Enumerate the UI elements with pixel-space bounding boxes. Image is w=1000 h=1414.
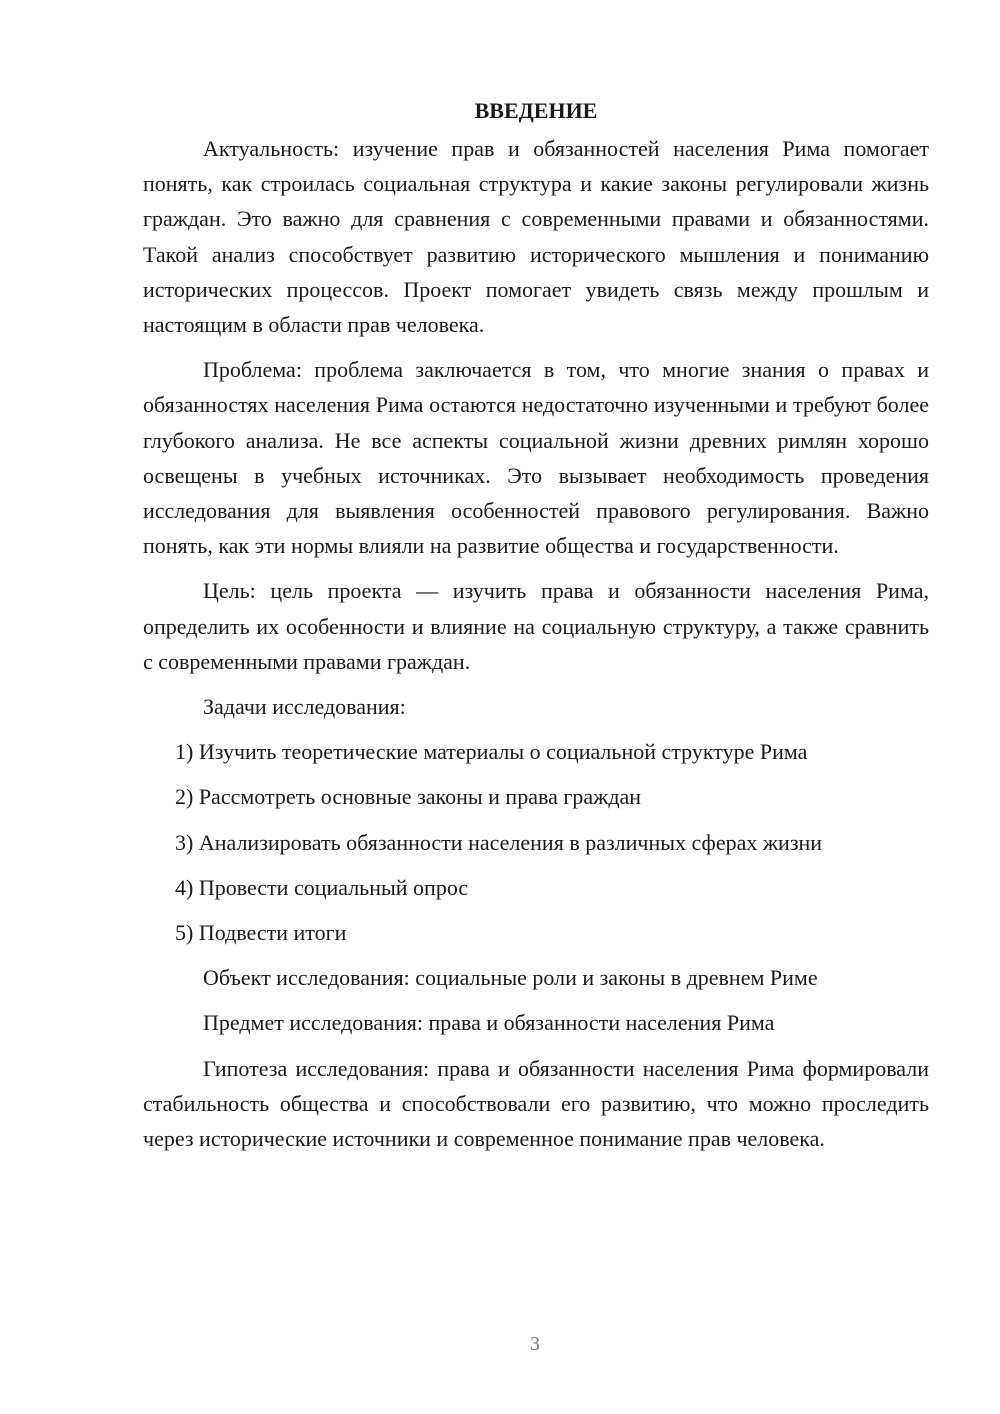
task-item: 2) Рассмотреть основные законы и права граждан: [175, 784, 642, 810]
hypothesis-paragraph: Гипотеза исследования: права и обязанности населения Рима формировали стабильность общества и способствовали его развитию, что можно проследить через исторические источники и современное понимание прав человека.: [143, 1055, 929, 1152]
document-body: [143, 96, 929, 1166]
section-title: ВВЕДЕНИЕ: [474, 98, 598, 123]
task-item: 4) Провести социальный опрос: [175, 874, 469, 900]
task-item: 3) Анализировать обязанности населения в различных сферах жизни: [175, 829, 823, 855]
goal-paragraph: Цель: цель проекта — изучить права и обязанности населения Рима, определить их особенности и влияние на социальную структуру, а также сравнить с современными правами граждан.: [143, 578, 929, 674]
page-number: 3: [530, 1333, 540, 1355]
problem-paragraph: Проблема: проблема заключается в том, что многие знания о правах и обязанностях населения Рима остаются недостаточно изученными и требуют более глубокого анализа. Не все аспекты социальной жизни древних римлян хорошо освещены в учебных источниках. Это вызывает необходимость проведения исследования для выявления особенностей правового регулирования. Важно понять, как эти нормы влияли на развитие общества и государственности.: [143, 357, 929, 559]
research-subject: Предмет исследования: права и обязанности населения Рима: [203, 1010, 775, 1036]
task-item: 1) Изучить теоретические материалы о социальной структуре Рима: [175, 739, 808, 765]
tasks-heading: Задачи исследования:: [203, 694, 406, 720]
task-item: 5) Подвести итоги: [175, 920, 347, 946]
research-object: Объект исследования: социальные роли и законы в древнем Риме: [203, 965, 818, 991]
relevance-paragraph: Актуальность: изучение прав и обязанностей населения Рима помогает понять, как строилась социальная структура и какие законы регулировали жизнь граждан. Это важно для сравнения с современными правами и обязанностями. Такой анализ способствует развитию исторического мышления и пониманию исторических процессов. Проект помогает увидеть связь между прошлым и настоящим в области прав человека.: [143, 136, 929, 338]
